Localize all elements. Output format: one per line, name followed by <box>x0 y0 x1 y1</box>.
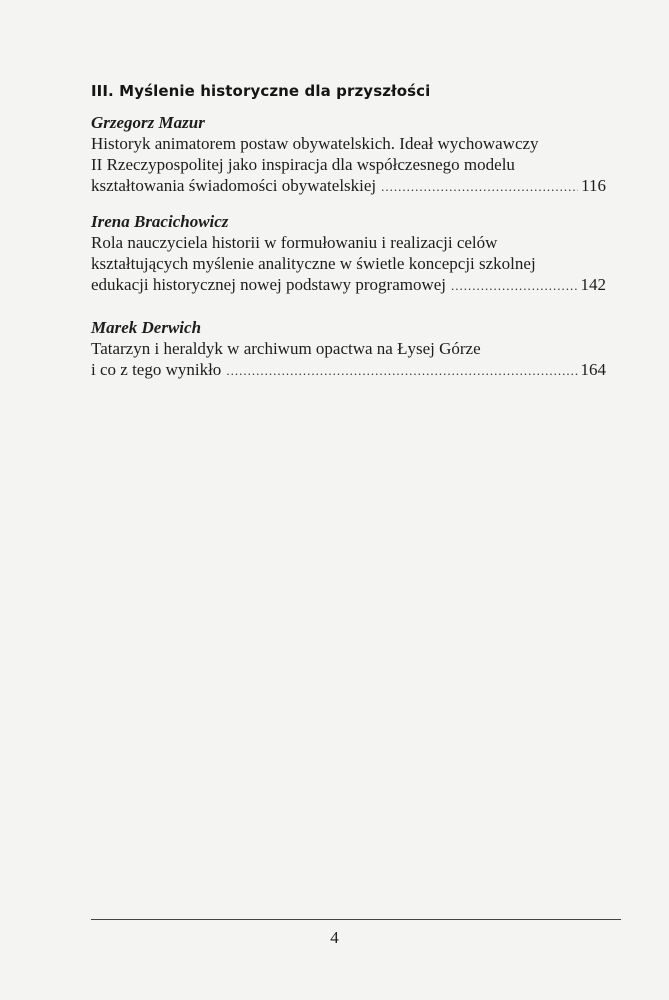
entry-title-line: Historyk animatorem postaw obywatelskich. Ideał wychowawczy <box>91 134 539 153</box>
footer-divider <box>91 919 621 920</box>
toc-entry <box>91 112 606 196</box>
entry-title-last-line <box>91 175 606 196</box>
entry-title-last-line <box>91 274 606 295</box>
entry-author: Grzegorz Mazur <box>91 113 205 132</box>
entry-page-number: 142 <box>580 275 606 294</box>
dot-leader <box>226 360 577 381</box>
entry-title-line: kształtowania świadomości obywatelskiej <box>91 176 377 195</box>
toc-entry <box>91 317 606 380</box>
entry-title-line: Tatarzyn i heraldyk w archiwum opactwa na Łysej Górze <box>91 339 481 358</box>
entry-author: Irena Bracichowicz <box>91 212 229 231</box>
entry-author: Marek Derwich <box>91 318 202 337</box>
toc-entry <box>91 211 606 295</box>
section-heading: III. Myślenie historyczne dla przyszłości <box>91 82 431 100</box>
entry-page-number: 164 <box>580 360 606 379</box>
page-number: 4 <box>330 928 339 947</box>
entry-title-line: II Rzeczypospolitej jako inspiracja dla współczesnego modelu <box>91 155 515 174</box>
dot-leader <box>451 275 577 296</box>
entry-title-line: i co z tego wynikło <box>91 360 222 379</box>
entry-title-line: kształtujących myślenie analityczne w świetle koncepcji szkolnej <box>91 254 536 273</box>
entry-title-line: edukacji historycznej nowej podstawy programowej <box>91 275 447 294</box>
entry-title-line: Rola nauczyciela historii w formułowaniu i realizacji celów <box>91 233 498 252</box>
entry-title-last-line <box>91 359 606 380</box>
dot-leader <box>381 176 578 197</box>
entry-page-number: 116 <box>581 176 606 195</box>
